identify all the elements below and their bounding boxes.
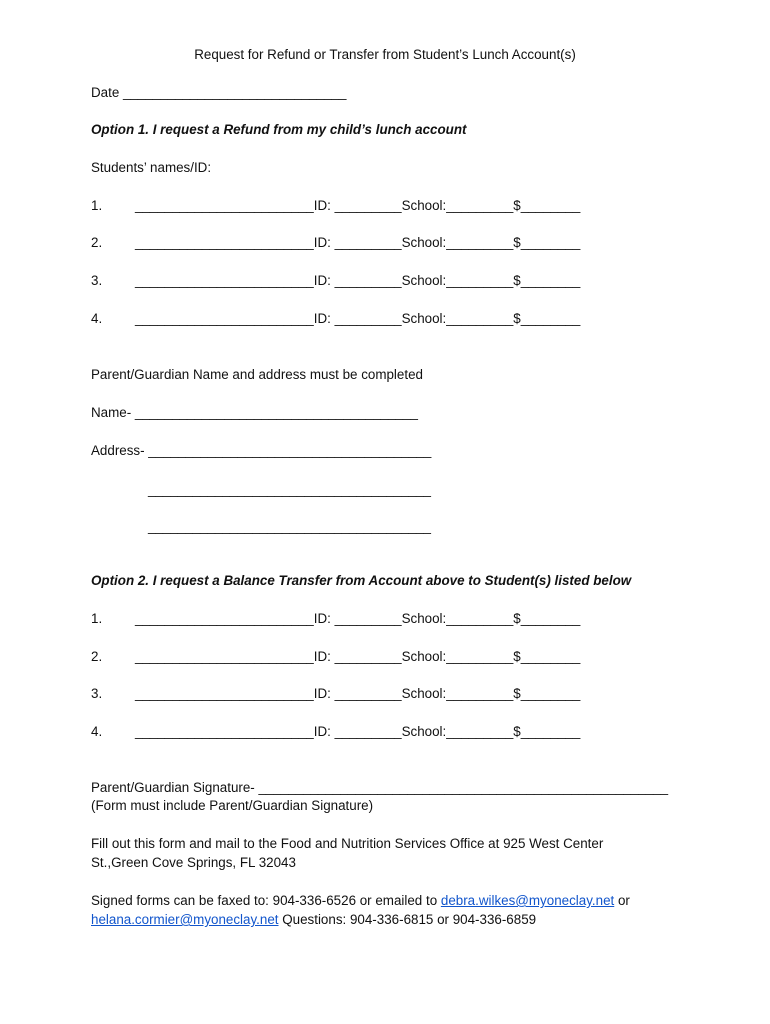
signature-note: (Form must include Parent/Guardian Signature) [91,798,374,813]
date-field[interactable]: Date ______________________________ [91,85,347,100]
guardian-address-line-3[interactable]: ______________________________________ [148,519,431,534]
mail-address: St.,Green Cove Springs, FL 32043 [91,855,296,870]
guardian-address-line-2[interactable]: ______________________________________ [148,482,431,497]
option1-row-number: 4. [91,311,103,326]
option2-row-number: 3. [91,686,103,701]
option1-heading: Option 1. I request a Refund from my child’s lunch account [91,122,467,137]
form-title: Request for Refund or Transfer from Student’s Lunch Account(s) [194,47,576,62]
guardian-note: Parent/Guardian Name and address must be completed [91,367,423,382]
option1-row-number: 2. [91,235,103,250]
contact-line-2 [91,912,536,928]
option1-row-number: 3. [91,273,103,288]
mail-instructions: Fill out this form and mail to the Food and Nutrition Services Office at 925 West Center [91,836,604,851]
contact-prefix: Signed forms can be faxed to: 904-336-6526 or emailed to [91,893,441,908]
contact-or: or [614,893,630,908]
option2-row-3-fields[interactable]: ________________________ID: _________School:_________$________ [135,686,581,701]
email-link-debra[interactable]: debra.wilkes@myoneclay.net [440,893,615,908]
guardian-name-field[interactable]: Name- ______________________________________ [91,405,418,420]
contact-phone: Questions: 904-336-6815 or 904-336-6859 [278,912,537,927]
students-label: Students’ names/ID: [91,160,212,175]
option1-row-number: 1. [91,198,103,213]
option1-row-3-fields[interactable]: ________________________ID: _________School:_________$________ [135,273,581,288]
option2-row-1-fields[interactable]: ________________________ID: _________School:_________$________ [135,611,581,626]
guardian-address-field[interactable]: Address- ______________________________________ [91,443,432,458]
option1-row-1-fields[interactable]: ________________________ID: _________School:_________$________ [135,198,581,213]
option1-row-4-fields[interactable]: ________________________ID: _________School:_________$________ [135,311,581,326]
email-link-helana[interactable]: helana.cormier@myoneclay.net [91,912,279,927]
signature-field[interactable]: Parent/Guardian Signature- _______________________________________________________ [91,780,669,795]
option2-row-number: 2. [91,649,103,664]
option2-row-number: 1. [91,611,103,626]
option1-row-2-fields[interactable]: ________________________ID: _________School:_________$________ [135,235,581,250]
option2-heading: Option 2. I request a Balance Transfer from Account above to Student(s) listed below [91,573,632,588]
contact-line-1 [91,893,630,909]
option2-row-4-fields[interactable]: ________________________ID: _________School:_________$________ [135,724,581,739]
option2-row-2-fields[interactable]: ________________________ID: _________School:_________$________ [135,649,581,664]
option2-row-number: 4. [91,724,103,739]
